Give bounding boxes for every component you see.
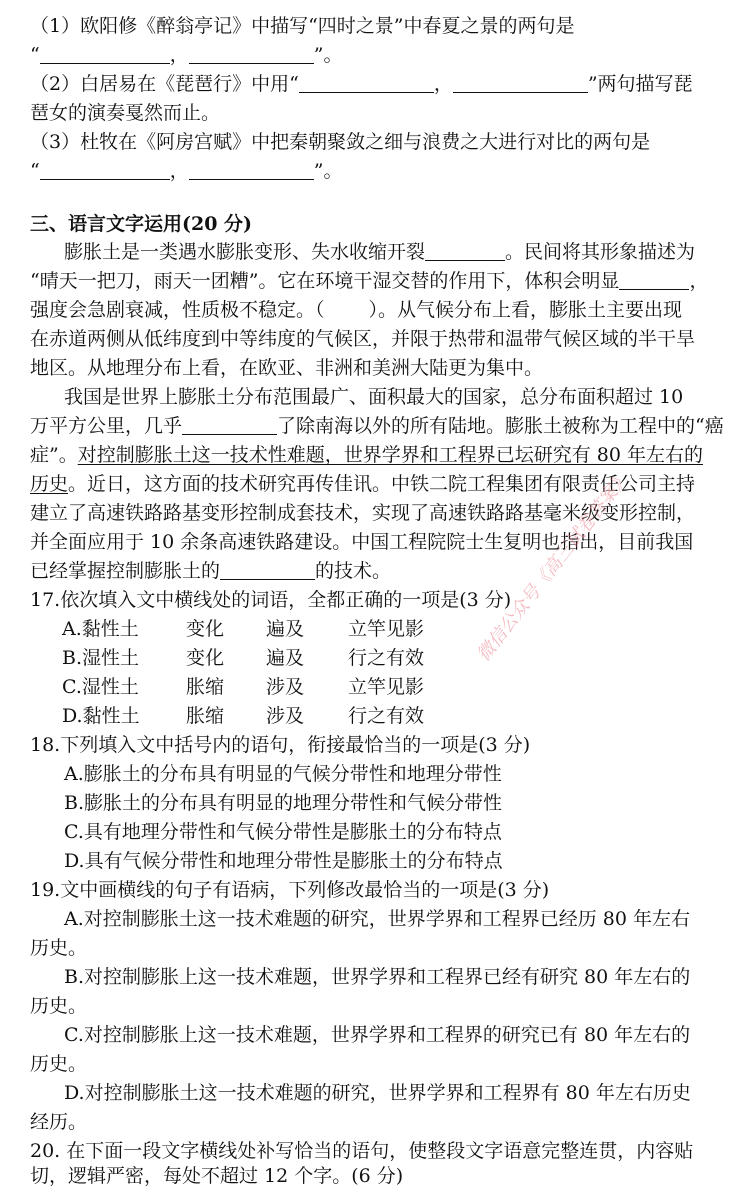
q19-option-b: B.对控制膨胀上这一技术难题，世界学界和工程界已经有研究 80 年左右的 [64,966,691,988]
fill-q1-blanks: “ ， ”。 [30,44,343,66]
watermark: 微信公众号《高三试卷答案》 [473,468,634,666]
passage-blank [619,271,689,290]
fill-q1-line: （1）欧阳修《醉翁亭记》中描写“四时之景”中春夏之景的两句是 [30,15,575,37]
passage-line: 症”。对控制膨胀土这一技术性难题，世界学界和工程界已坛研究有 80 年左右的 [30,444,703,466]
passage-line: 我国是世界上膨胀土分布范围最广、面积最大的国家，总分布面积超过 10 [64,386,684,408]
answer-blank [453,74,588,93]
q19-option-a-cont: 历史。 [30,937,88,959]
answer-blank [40,161,170,180]
q19-option-d-cont: 经历。 [30,1111,88,1133]
fill-q3-blanks: “ ， ”。 [30,160,343,182]
passage-line: 建立了高速铁路路基变形控制成套技术，实现了高速铁路路基毫米级变形控制， [30,502,696,524]
passage-line: 已经掌握控制膨胀土的 的技术。 [30,560,392,582]
q19-option-c: C.对控制膨胀上这一技术难题，世界学界和工程界的研究已有 80 年左右的 [64,1024,691,1046]
q19-option-d: D.对控制膨胀土这一技术难题的研究，世界学界和工程界有 80 年左右历史 [64,1082,691,1104]
q18-option-b: B.膨胀土的分布具有明显的地理分带性和气候分带性 [64,792,503,814]
answer-blank [40,45,170,64]
passage-blank [220,561,315,580]
answer-blank [189,161,314,180]
passage-line: 历史。近日，这方面的技术研究再传佳讯。中铁二院工程集团有限责任公司主持 [30,473,696,495]
q20-stem-cont: 切，逻辑严密，每处不超过 12 个字。(6 分) [30,1165,404,1187]
q18-option-d: D.具有气候分带性和地理分带性是膨胀土的分布特点 [64,850,503,872]
q17-stem: 17.依次填入文中横线处的词语，全都正确的一项是(3 分) [30,589,512,611]
q19-stem: 19.文中画横线的句子有语病，下列修改最恰当的一项是(3 分) [30,879,550,901]
fill-q3-line: （3）杜牧在《阿房宫赋》中把秦朝聚敛之细与浪费之大进行对比的两句是 [30,131,651,153]
underlined-sentence-end: 历史 [30,473,69,495]
q18-option-c: C.具有地理分带性和气候分带性是膨胀土的分布特点 [64,821,502,843]
q19-option-a: A.对控制膨胀土这一技术难题的研究，世界学界和工程界已经历 80 年左右 [64,908,691,930]
exam-page: （1）欧阳修《醉翁亭记》中描写“四时之景”中春夏之景的两句是 “ ， ”。 （2）白居易在《琵琶行》中用“ ， ”两句描写琵 琶女的演奏戛然而止。 （3）杜牧在《阿房宫赋》中把秦朝聚敛之细与浪费之大进行对比的两句是 “ ， ”。 三、语言文字运用(20 分) 膨胀土是一类遇水膨胀变形、失水收缩开裂 。民间将其形象描述为 “晴天一把刀，雨天一团糟”。它在环境干湿交替的作用下，体积会明显 ， 强度会急剧衰减，性质极不稳定。（ ）。从气候分布上看，膨胀土主要出现 在赤道两侧从低纬度到中等纬度的气候区，并限于热带和温带气候区域的半干旱 地区。从地理分布上看，在欧亚、非洲和美洲大陆更为集中。 我国是世界上膨胀土分布范围最广、面积最大的国家，总分布面积超过 10 万平方公里，几乎 了除南海以外的所有陆地。膨胀土被称为工程中的“癌 症”。对控制膨胀土这一技术性难题，世界学界和工程界已坛研究有 80 年左右的 历史。近日，这方面的技术研究再传佳讯。中铁二院工程集团有限责任公司主持 建立了高速铁路路基变形控制成套技术，实现了高速铁路路基毫米级变形控制， 并全面应用于 10 余条高速铁路建设。中国工程院院士生复明也指出，目前我国 已经掌握控制膨胀土的 的技术。 17.依次填入文中横线处的词语，全都正确的一项是(3 分) A.黏性土 变化 遍及 立竿见影 B.湿性土 变化 遍及 行之有效 C.湿性土 胀缩 涉及 立竿见影 D.黏性土 胀缩 涉及 行之有效 18.下列填入文中括号内的语句，衔接最恰当的一项是(3 分) A.膨胀土的分布具有明显的气候分带性和地理分带性 B.膨胀土的分布具有明显的地理分带性和气候分带性 C.具有地理分带性和气候分带性是膨胀土的分布特点 D.具有气候分带性和地理分带性是膨胀土的分布特点 19.文中画横线的句子有语病，下列修改最恰当的一项是(3 分) A.对控制膨胀土这一技术难题的研究，世界学界和工程界已经历 80 年左右 历史。 B.对控制膨胀上这一技术难题，世界学界和工程界已经有研究 80 年左右的 历史。 C.对控制膨胀上这一技术难题，世界学界和工程界的研究已有 80 年左右的 历史。 D.对控制膨胀土这一技术难题的研究，世界学界和工程界有 80 年左右历史 经历。 20. 在下面一段文字横线处补写恰当的语句，使整段文字语意完整连贯，内容贴 切，逻辑严密，每处不超过 12 个字。(6 分) 微信公众号《高三试卷答案》 [30,15,724,1187]
fill-q2-cont: 琶女的演奏戛然而止。 [30,102,221,124]
answer-blank [189,45,314,64]
q19-option-c-cont: 历史。 [30,1053,88,1075]
passage-line: 强度会急剧衰减，性质极不稳定。（ ）。从气候分布上看，膨胀土主要出现 [30,299,683,321]
passage-line: 并全面应用于 10 余条高速铁路建设。中国工程院院士生复明也指出，目前我国 [30,531,694,553]
passage-line: “晴天一把刀，雨天一团糟”。它在环境干湿交替的作用下，体积会明显 ， [30,270,709,292]
passage-line: 膨胀土是一类遇水膨胀变形、失水收缩开裂 。民间将其形象描述为 [64,241,696,263]
q18-stem: 18.下列填入文中括号内的语句，衔接最恰当的一项是(3 分) [30,734,531,756]
passage-blank [425,242,505,261]
fill-q2-line: （2）白居易在《琵琶行》中用“ ， ”两句描写琵 [30,73,693,95]
passage-blank [182,416,277,435]
passage-line: 万平方公里，几乎 了除南海以外的所有陆地。膨胀土被称为工程中的“癌 [30,415,724,437]
section-title: 三、语言文字运用(20 分) [30,213,253,235]
underlined-sentence: 对控制膨胀土这一技术性难题，世界学界和工程界已坛研究有 80 年左右的 [77,444,703,466]
q18-option-a: A.膨胀土的分布具有明显的气候分带性和地理分带性 [64,763,502,785]
q20-stem: 20. 在下面一段文字横线处补写恰当的语句，使整段文字语意完整连贯，内容贴 [30,1140,694,1162]
passage-line: 地区。从地理分布上看，在欧亚、非洲和美洲大陆更为集中。 [30,357,544,379]
answer-blank [299,74,434,93]
q19-option-b-cont: 历史。 [30,995,88,1017]
passage-line: 在赤道两侧从低纬度到中等纬度的气候区，并限于热带和温带气候区域的半干旱 [30,328,696,350]
